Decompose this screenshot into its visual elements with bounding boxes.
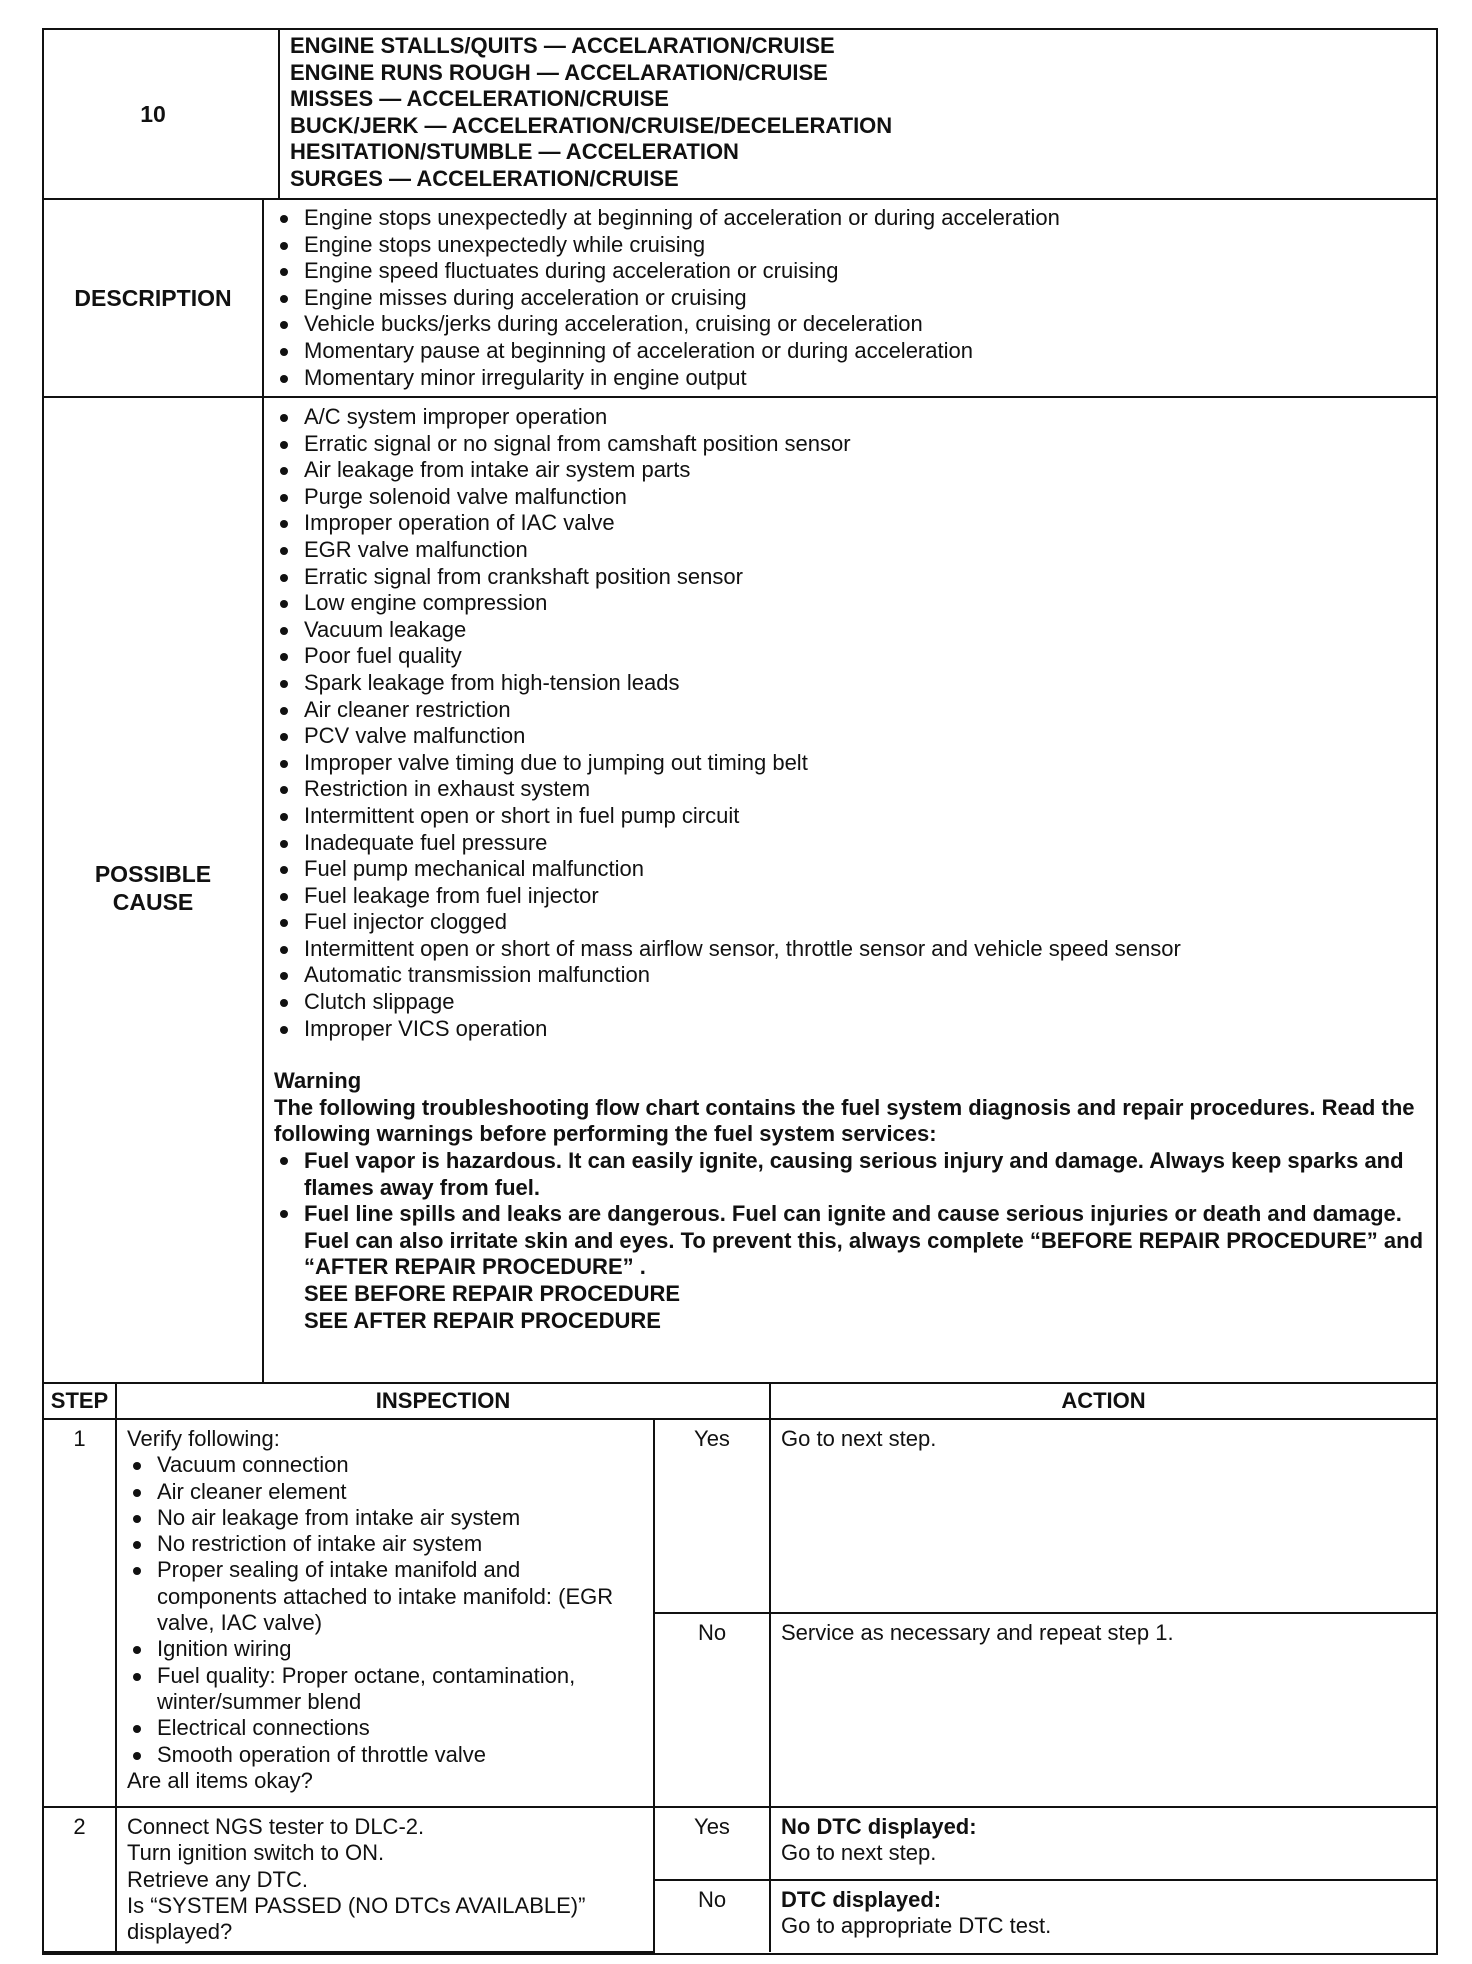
cause-item: Improper VICS operation bbox=[274, 1016, 1426, 1043]
yes-action-title: No DTC displayed: bbox=[781, 1814, 977, 1839]
procedure-number: 10 bbox=[44, 30, 280, 198]
step-inspection bbox=[116, 1807, 654, 1952]
cause-item: Intermittent open or short in fuel pump circuit bbox=[274, 803, 1426, 830]
no-action-text: Go to appropriate DTC test. bbox=[781, 1912, 1052, 1938]
description-item: Engine stops unexpectedly at beginning of acceleration or during acceleration bbox=[274, 205, 1426, 232]
possible-cause-content bbox=[264, 398, 1436, 1382]
cause-item: Automatic transmission malfunction bbox=[274, 962, 1426, 989]
no-label: No bbox=[654, 1613, 770, 1807]
inspection-list bbox=[127, 1452, 643, 1768]
symptom-title: ENGINE RUNS ROUGH — ACCELARATION/CRUISE bbox=[290, 59, 828, 85]
inspection-line: Retrieve any DTC. bbox=[127, 1866, 308, 1892]
cause-item: Inadequate fuel pressure bbox=[274, 830, 1426, 857]
inspection-item: Ignition wiring bbox=[127, 1636, 643, 1662]
inspection-intro: Verify following: bbox=[127, 1426, 280, 1451]
possible-cause-label-line: POSSIBLE bbox=[94, 861, 212, 887]
cause-item: Spark leakage from high-tension leads bbox=[274, 670, 1426, 697]
table-row bbox=[44, 1807, 1436, 1880]
cause-item: EGR valve malfunction bbox=[274, 537, 1426, 564]
possible-cause-row bbox=[44, 398, 1436, 1384]
description-item: Engine stops unexpectedly while cruising bbox=[274, 232, 1426, 259]
inspection-line: Connect NGS tester to DLC-2. bbox=[127, 1814, 425, 1839]
description-item: Momentary pause at beginning of acceleration or during acceleration bbox=[274, 338, 1426, 365]
description-item: Engine misses during acceleration or cruising bbox=[274, 285, 1426, 312]
inspection-item: Smooth operation of throttle valve bbox=[127, 1742, 643, 1768]
inspection-item: Electrical connections bbox=[127, 1715, 643, 1741]
cause-item: Improper valve timing due to jumping out timing belt bbox=[274, 750, 1426, 777]
inspection-question: Are all items okay? bbox=[127, 1767, 313, 1793]
yes-action-text: Go to next step. bbox=[781, 1840, 937, 1865]
inspection-item: Vacuum connection bbox=[127, 1452, 643, 1478]
cause-item: Fuel leakage from fuel injector bbox=[274, 883, 1426, 910]
possible-cause-label bbox=[44, 398, 264, 1382]
inspection-item: Proper sealing of intake manifold and components attached to intake manifold: (EGR valve, IAC valve) bbox=[127, 1557, 643, 1636]
cause-item: A/C system improper operation bbox=[274, 404, 1426, 431]
description-list bbox=[274, 205, 1426, 391]
cause-item: Air leakage from intake air system parts bbox=[274, 457, 1426, 484]
description-item: Engine speed fluctuates during acceleration or cruising bbox=[274, 258, 1426, 285]
steps-table bbox=[44, 1384, 1436, 1953]
step-number: 1 bbox=[44, 1419, 116, 1807]
inspection-item: Fuel quality: Proper octane, contamination, winter/summer blend bbox=[127, 1663, 643, 1716]
see-before-repair-link[interactable]: SEE BEFORE REPAIR PROCEDURE bbox=[304, 1281, 681, 1306]
action-column-header: ACTION bbox=[770, 1384, 1436, 1419]
cause-item: Erratic signal from crankshaft position sensor bbox=[274, 564, 1426, 591]
steps-header-row bbox=[44, 1384, 1436, 1419]
description-item: Vehicle bucks/jerks during acceleration, cruising or deceleration bbox=[274, 311, 1426, 338]
inspection-item: No air leakage from intake air system bbox=[127, 1505, 643, 1531]
symptom-titles bbox=[280, 30, 1436, 198]
symptom-title: BUCK/JERK — ACCELERATION/CRUISE/DECELERATION bbox=[290, 112, 893, 138]
see-after-repair-link[interactable]: SEE AFTER REPAIR PROCEDURE bbox=[304, 1307, 661, 1333]
yes-label: Yes bbox=[654, 1807, 770, 1880]
no-action bbox=[770, 1880, 1436, 1953]
possible-cause-list bbox=[274, 404, 1426, 1042]
no-label: No bbox=[654, 1880, 770, 1953]
cause-item: Air cleaner restriction bbox=[274, 697, 1426, 724]
table-row bbox=[44, 1419, 1436, 1613]
yes-label: Yes bbox=[654, 1419, 770, 1613]
description-content bbox=[264, 200, 1436, 396]
symptom-title: MISSES — ACCELERATION/CRUISE bbox=[290, 86, 669, 112]
symptom-title: HESITATION/STUMBLE — ACCELERATION bbox=[290, 139, 739, 165]
no-action-title: DTC displayed: bbox=[781, 1886, 942, 1912]
step-column-header: STEP bbox=[44, 1384, 116, 1419]
cause-item: Restriction in exhaust system bbox=[274, 776, 1426, 803]
cause-item: Improper operation of IAC valve bbox=[274, 510, 1426, 537]
cause-item: Purge solenoid valve malfunction bbox=[274, 484, 1426, 511]
inspection-question: Is “SYSTEM PASSED (NO DTCs AVAILABLE)” displayed? bbox=[127, 1892, 586, 1945]
warning-item: Fuel vapor is hazardous. It can easily ignite, causing serious injury and damage. Always keep sparks and flames away from fuel. bbox=[274, 1148, 1426, 1201]
symptom-title: ENGINE STALLS/QUITS — ACCELARATION/CRUISE bbox=[290, 33, 835, 58]
step-number: 2 bbox=[44, 1807, 116, 1952]
yes-action: Go to next step. bbox=[770, 1419, 1436, 1613]
cause-item: Fuel injector clogged bbox=[274, 909, 1426, 936]
troubleshooting-document bbox=[42, 28, 1438, 1955]
steps-table-container bbox=[44, 1384, 1436, 1953]
warning-block bbox=[274, 1068, 1426, 1334]
warning-intro: The following troubleshooting flow chart contains the fuel system diagnosis and repair procedures. Read the following warnings before performing the fuel system services: bbox=[274, 1094, 1415, 1147]
warning-list bbox=[274, 1148, 1426, 1281]
cause-item: PCV valve malfunction bbox=[274, 723, 1426, 750]
inspection-column-header: INSPECTION bbox=[116, 1384, 770, 1419]
cause-item: Clutch slippage bbox=[274, 989, 1426, 1016]
inspection-line: Turn ignition switch to ON. bbox=[127, 1840, 385, 1866]
no-action: Service as necessary and repeat step 1. bbox=[770, 1613, 1436, 1807]
cause-item: Intermittent open or short of mass airflow sensor, throttle sensor and vehicle speed sensor bbox=[274, 936, 1426, 963]
symptom-title: SURGES — ACCELERATION/CRUISE bbox=[290, 165, 679, 191]
warning-title: Warning bbox=[274, 1068, 362, 1094]
description-item: Momentary minor irregularity in engine output bbox=[274, 365, 1426, 392]
possible-cause-label-line: CAUSE bbox=[112, 889, 194, 915]
header-row bbox=[44, 30, 1436, 200]
description-row bbox=[44, 200, 1436, 398]
description-label: DESCRIPTION bbox=[44, 200, 264, 396]
warning-item: Fuel line spills and leaks are dangerous. Fuel can ignite and cause serious injuries or death and damage. Fuel can also irritate skin and eyes. To prevent this, always complete “BEFORE REPAIR PROCEDURE” and “AFTER REPAIR PROCEDURE” . bbox=[274, 1201, 1426, 1281]
yes-action bbox=[770, 1807, 1436, 1880]
inspection-item: No restriction of intake air system bbox=[127, 1531, 643, 1557]
cause-item: Erratic signal or no signal from camshaft position sensor bbox=[274, 431, 1426, 458]
inspection-item: Air cleaner element bbox=[127, 1479, 643, 1505]
cause-item: Vacuum leakage bbox=[274, 617, 1426, 644]
cause-item: Poor fuel quality bbox=[274, 643, 1426, 670]
cause-item: Fuel pump mechanical malfunction bbox=[274, 856, 1426, 883]
step-inspection bbox=[116, 1419, 654, 1807]
cause-item: Low engine compression bbox=[274, 590, 1426, 617]
